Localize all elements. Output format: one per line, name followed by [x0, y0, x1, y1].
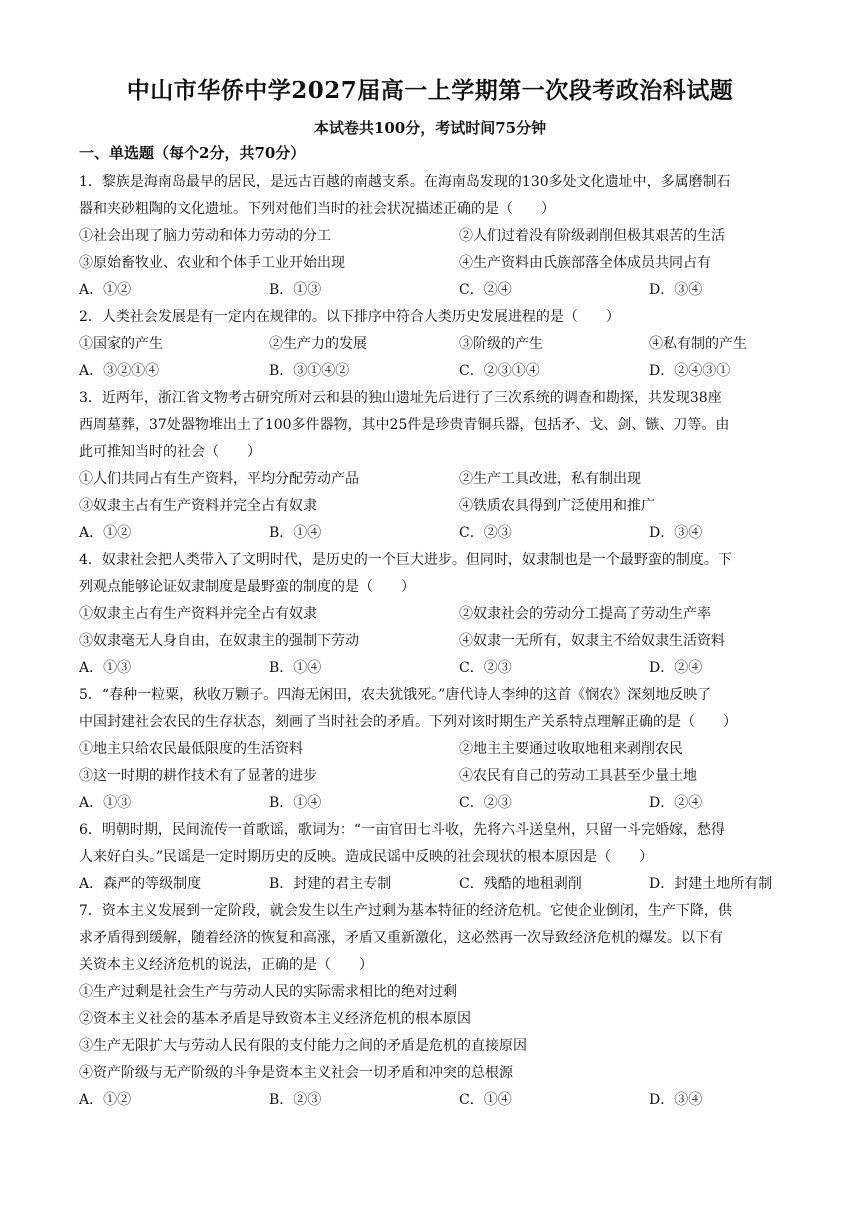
statement: ④农民有自己的劳动工具甚至少量土地	[459, 768, 697, 784]
question-stem-line: 5．“春种一粒粟，秋收万颗子。四海无闲田，农夫犹饿死。”唐代诗人李绅的这首《悯农》深刻地反映了	[79, 687, 712, 703]
statement: ③这一时期的耕作技术有了显著的进步	[79, 768, 317, 784]
option-c: C．①④	[459, 1092, 512, 1108]
option-a: A．①②	[79, 282, 132, 298]
statement: ②地主主要通过收取地租来剥削农民	[459, 741, 683, 757]
statement: ①社会出现了脑力劳动和体力劳动的分工	[79, 228, 331, 244]
statement: ②资本主义社会的基本矛盾是导致资本主义经济危机的根本原因	[79, 1011, 471, 1027]
question-6	[79, 817, 783, 898]
statement: ④铁质农具得到广泛使用和推广	[459, 498, 655, 514]
question-stem-line: 2．人类社会发展是有一定内在规律的。以下排序中符合人类历史发展进程的是（ ）	[79, 309, 620, 325]
section-heading: 一、单选题（每个2分，共70分）	[79, 144, 306, 162]
option-a: A．①②	[79, 1092, 132, 1108]
option-c: C．②③	[459, 660, 512, 676]
option-d: D．封建土地所有制	[649, 876, 773, 892]
question-stem-line: 7．资本主义发展到一定阶段，就会发生以生产过剩为基本特征的经济危机。它使企业倒闭，生产下降，供	[79, 903, 732, 919]
option-b: B．①④	[269, 795, 322, 811]
option-b: B．①④	[269, 525, 322, 541]
statement: ④奴隶一无所有，奴隶主不给奴隶生活资料	[459, 633, 725, 649]
option-a: A．①③	[79, 660, 132, 676]
statement: ①奴隶主占有生产资料并完全占有奴隶	[79, 606, 317, 622]
question-5	[79, 682, 783, 817]
statement-row	[79, 223, 783, 250]
option-b: B．封建的君主专制	[269, 876, 392, 892]
answer-options	[79, 520, 783, 547]
option-d: D．②④	[649, 660, 703, 676]
option-c: C．②④	[459, 282, 512, 298]
option-a: A．③②①④	[79, 363, 160, 379]
question-stem-line: 器和夹砂粗陶的文化遗址。下列对他们当时的社会状况描述正确的是（ ）	[79, 201, 555, 217]
statement: ④资产阶级与无产阶级的斗争是资本主义社会一切矛盾和冲突的总根源	[79, 1065, 513, 1081]
option-a: A．①③	[79, 795, 132, 811]
option-a: A．森严的等级制度	[79, 876, 202, 892]
question-4	[79, 547, 783, 682]
statement-row	[79, 250, 783, 277]
statement: ①国家的产生	[79, 336, 163, 352]
question-stem-line: 此可推知当时的社会（ ）	[79, 444, 261, 460]
question-stem-line: 6．明朝时期，民间流传一首歌谣，歌词为：“一亩官田七斗收，先将六斗送皇州，只留一斗完婚嫁，愁得	[79, 822, 726, 838]
option-b: B．②③	[269, 1092, 322, 1108]
question-3	[79, 385, 783, 547]
option-d: D．②④	[649, 795, 703, 811]
question-stem-line: 西周墓葬，37处器物堆出土了100多件器物，其中25件是珍贵青铜兵器，包括矛、戈、剑、镞、刀等。由	[79, 417, 730, 433]
question-7	[79, 898, 783, 1114]
page-subtitle: 本试卷共100分，考试时间75分钟	[313, 119, 547, 137]
statement-row	[79, 763, 783, 790]
option-d: D．③④	[649, 1092, 703, 1108]
question-stem-line: 人来好白头。”民谣是一定时期历史的反映。造成民谣中反映的社会现状的根本原因是（ ）	[79, 849, 654, 865]
statement: ③奴隶主占有生产资料并完全占有奴隶	[79, 498, 317, 514]
question-list	[79, 169, 783, 1114]
answer-options	[79, 1087, 783, 1114]
statement: ①地主只给农民最低限度的生活资料	[79, 741, 303, 757]
question-stem-line: 列观点能够论证奴隶制度是最野蛮的制度的是（ ）	[79, 579, 415, 595]
statement-row	[79, 331, 783, 358]
answer-options	[79, 871, 783, 898]
statement-row	[79, 493, 783, 520]
statement: ③生产无限扩大与劳动人民有限的支付能力之间的矛盾是危机的直接原因	[79, 1038, 527, 1054]
option-b: B．③①④②	[269, 363, 350, 379]
statement-row	[79, 628, 783, 655]
statement: ③奴隶毫无人身自由，在奴隶主的强制下劳动	[79, 633, 359, 649]
statement: ①生产过剩是社会生产与劳动人民的实际需求相比的绝对过剩	[79, 984, 457, 1000]
question-stem-line: 中国封建社会农民的生存状态，刻画了当时社会的矛盾。下列对该时期生产关系特点理解正确的是（ ）	[79, 714, 737, 730]
question-stem-line: 求矛盾得到缓解，随着经济的恢复和高涨，矛盾又重新激化，这必然再一次导致经济危机的爆发。以下有	[79, 930, 723, 946]
answer-options	[79, 358, 783, 385]
option-c: C．②③①④	[459, 363, 540, 379]
question-1	[79, 169, 783, 304]
statement-row	[79, 466, 783, 493]
statement: ③原始畜牧业、农业和个体手工业开始出现	[79, 255, 345, 271]
question-2	[79, 304, 783, 385]
statement: ②生产力的发展	[269, 336, 367, 352]
option-d: D．③④	[649, 282, 703, 298]
answer-options	[79, 655, 783, 682]
option-c: C．残酷的地租剥削	[459, 876, 582, 892]
question-stem-line: 3．近两年，浙江省文物考古研究所对云和县的独山遗址先后进行了三次系统的调查和勘探，共发现38座	[79, 390, 722, 406]
statement: ④生产资料由氏族部落全体成员共同占有	[459, 255, 711, 271]
question-stem-line: 关资本主义经济危机的说法，正确的是（ ）	[79, 957, 373, 973]
page-title: 中山市华侨中学2027届高一上学期第一次段考政治科试题	[126, 77, 734, 104]
option-c: C．②③	[459, 525, 512, 541]
statement: ②生产工具改进，私有制出现	[459, 471, 641, 487]
option-b: B．①③	[269, 282, 322, 298]
option-d: D．③④	[649, 525, 703, 541]
statement: ③阶级的产生	[459, 336, 543, 352]
statement: ④私有制的产生	[649, 336, 747, 352]
statement-row	[79, 601, 783, 628]
answer-options	[79, 277, 783, 304]
statement: ②人们过着没有阶级剥削但极其艰苦的生活	[459, 228, 725, 244]
statement: ②奴隶社会的劳动分工提高了劳动生产率	[459, 606, 711, 622]
statement: ①人们共同占有生产资料，平均分配劳动产品	[79, 471, 359, 487]
question-stem-line: 1．黎族是海南岛最早的居民，是远古百越的南越支系。在海南岛发现的130多处文化遗址中，多属磨制石	[79, 174, 731, 190]
answer-options	[79, 790, 783, 817]
statement-row	[79, 736, 783, 763]
option-b: B．①④	[269, 660, 322, 676]
option-c: C．②③	[459, 795, 512, 811]
question-stem-line: 4．奴隶社会把人类带入了文明时代，是历史的一个巨大进步。但同时，奴隶制也是一个最野蛮的制度。下	[79, 552, 732, 568]
option-a: A．①②	[79, 525, 132, 541]
option-d: D．②④③①	[649, 363, 731, 379]
